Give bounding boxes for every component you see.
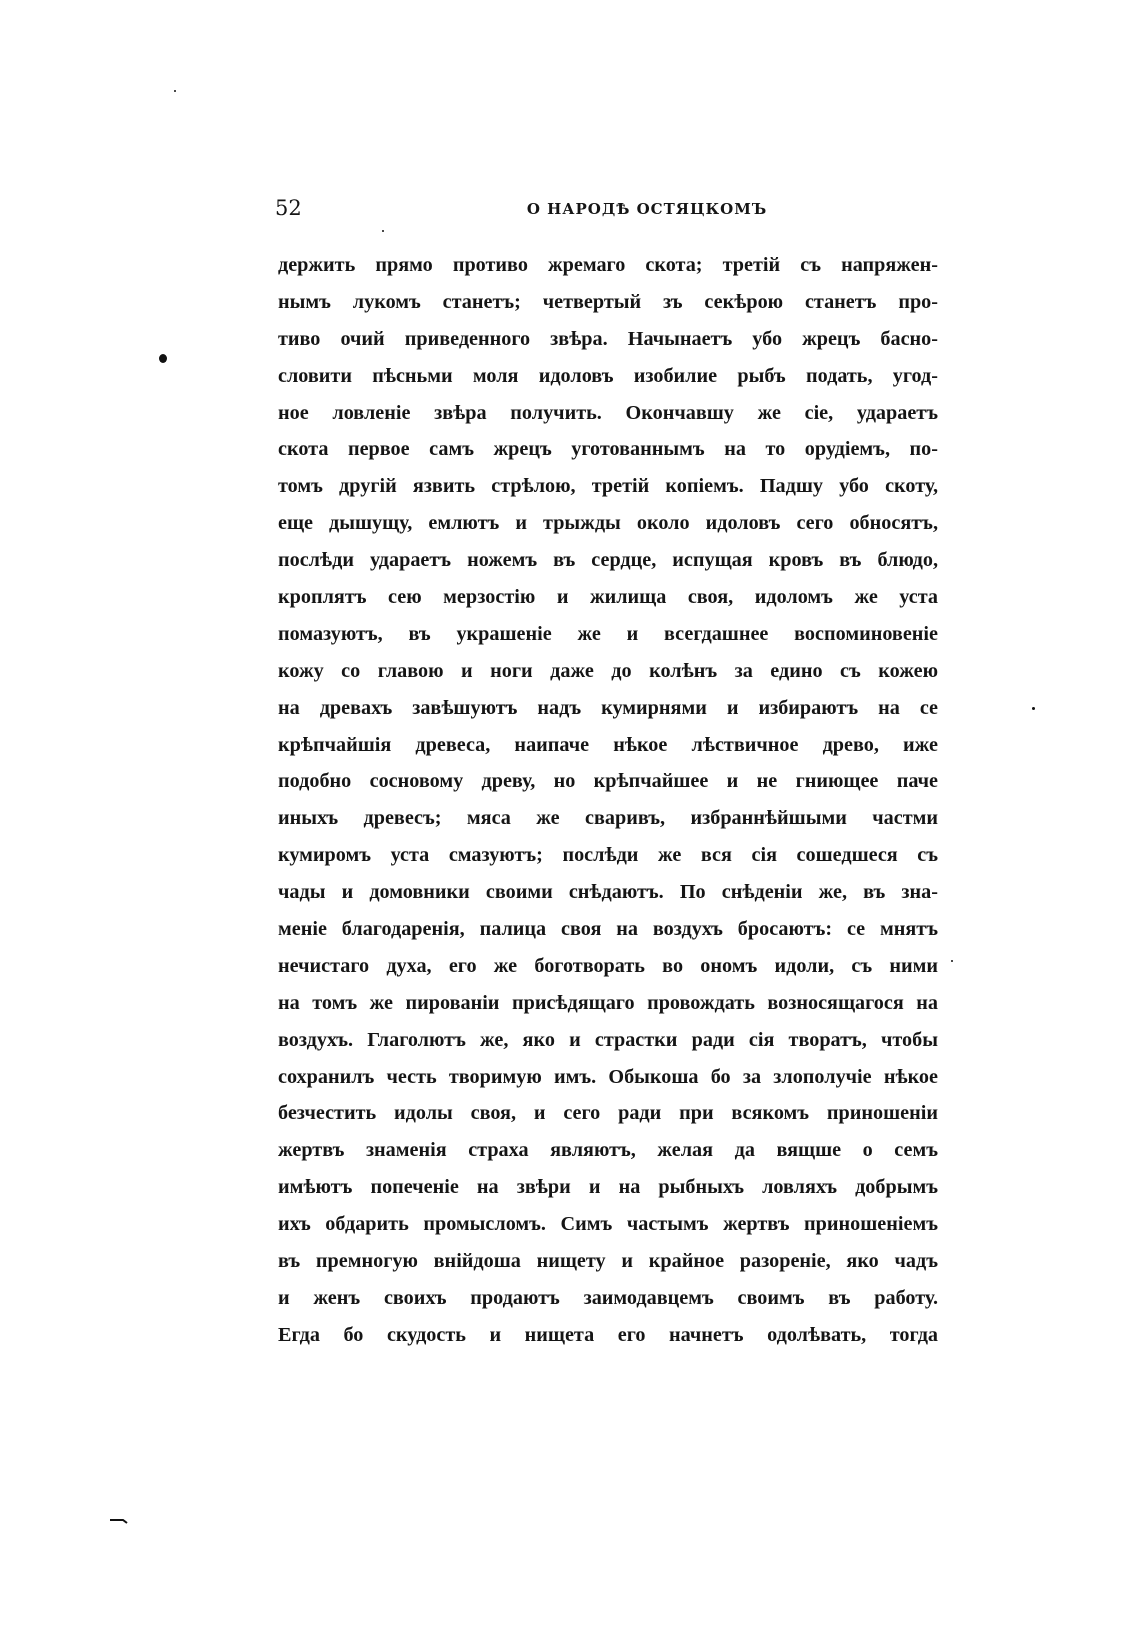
text-line: тиво очий приведенного звѣра. Начынаетъ убо жрецъ басно- xyxy=(278,327,938,350)
text-line: кожу со главою и ноги даже до колѣнъ за едино съ кожею xyxy=(278,659,938,682)
text-line: и женъ своихъ продаютъ заимодавцемъ своимъ въ работу. xyxy=(278,1286,938,1309)
running-title: О НАРОДѢ ОСТЯЦКОМЪ xyxy=(526,200,768,218)
text-line: еще дышущу, емлютъ и трыжды около идоловъ сего обносятъ, xyxy=(278,512,938,535)
text-line: ихъ обдарить промысломъ. Симъ частымъ жертвъ приношеніемъ xyxy=(278,1213,938,1236)
text-line: ное ловленіе звѣра получить. Окончавшу же сіе, удараетъ xyxy=(278,401,938,424)
text-line: кумиромъ уста смазуютъ; послѣди же вся сія сошедшеся съ xyxy=(278,844,938,867)
ink-blot xyxy=(159,354,167,363)
ink-speck xyxy=(951,960,953,962)
ink-speck xyxy=(174,90,176,92)
text-line: крѣпчайшія древеса, наипаче нѣкое лѣствичное древо, иже xyxy=(278,733,938,756)
text-line: кроплятъ сею мерзостію и жилища своя, идоломъ же уста xyxy=(278,586,938,609)
text-line: на томъ же пированіи присѣдящаго провождать возносящагося на xyxy=(278,991,938,1014)
text-line: жертвъ знаменія страха являютъ, желая да вящше о семъ xyxy=(278,1139,938,1162)
text-line: нечистаго духа, его же боготворать во ономъ идоли, съ ними xyxy=(278,954,938,977)
text-line: помазуютъ, въ украшеніе же и всегдашнее воспоминовеніе xyxy=(278,622,938,645)
text-line: чады и домовники своими снѣдаютъ. По снѣденіи же, въ зна- xyxy=(278,881,938,904)
page-header xyxy=(275,195,935,225)
text-line: безчестить идолы своя, и сего ради при всякомъ приношеніи xyxy=(278,1102,938,1125)
text-line: Егда бо скудость и нищета его начнетъ одолѣвать, тогда xyxy=(278,1323,938,1346)
text-line: томъ другій язвить стрѣлою, третій копіемъ. Падшу убо скоту, xyxy=(278,475,938,498)
text-line: иныхъ древесъ; мяса же сваривъ, избраннѣйшыми частми xyxy=(278,807,938,830)
text-line: на древахъ завѣшуютъ надъ кумирнями и избираютъ на се xyxy=(278,696,938,719)
text-line: сохранилъ честь творимую имъ. Обыкоша бо за злополучіе нѣкое xyxy=(278,1065,938,1088)
scan-mark xyxy=(110,1518,128,1524)
text-line: нымъ лукомъ станетъ; четвертый зъ секѣрою станетъ про- xyxy=(278,290,938,313)
ink-speck xyxy=(382,230,384,232)
text-line: послѣди удараетъ ножемъ въ сердце, испущая кровъ въ блюдо, xyxy=(278,549,938,572)
text-line: въ премногую внійдоша нищету и крайное разореніе, яко чадъ xyxy=(278,1250,938,1273)
text-line: воздухъ. Глаголютъ же, яко и страстки ради сія творатъ, чтобы xyxy=(278,1028,938,1051)
text-line: скота первое самъ жрецъ уготованнымъ на то орудіемъ, по- xyxy=(278,438,938,461)
text-line: держить прямо противо жремаго скота; третій съ напряжен- xyxy=(278,254,938,276)
text-line: словити пѣсньми моля идоловъ изобилие рыбъ подать, угод- xyxy=(278,364,938,387)
text-line: подобно сосновому древу, но крѣпчайшее и не гниющее паче xyxy=(278,770,938,793)
ink-speck xyxy=(1032,707,1035,710)
body-text xyxy=(278,250,938,1357)
text-line: меніе благодаренія, палица своя на воздухъ бросаютъ: се мнятъ xyxy=(278,918,938,941)
text-line: имѣютъ попеченіе на звѣри и на рыбныхъ ловляхъ добрымъ xyxy=(278,1176,938,1199)
page-number: 52 xyxy=(275,196,302,220)
